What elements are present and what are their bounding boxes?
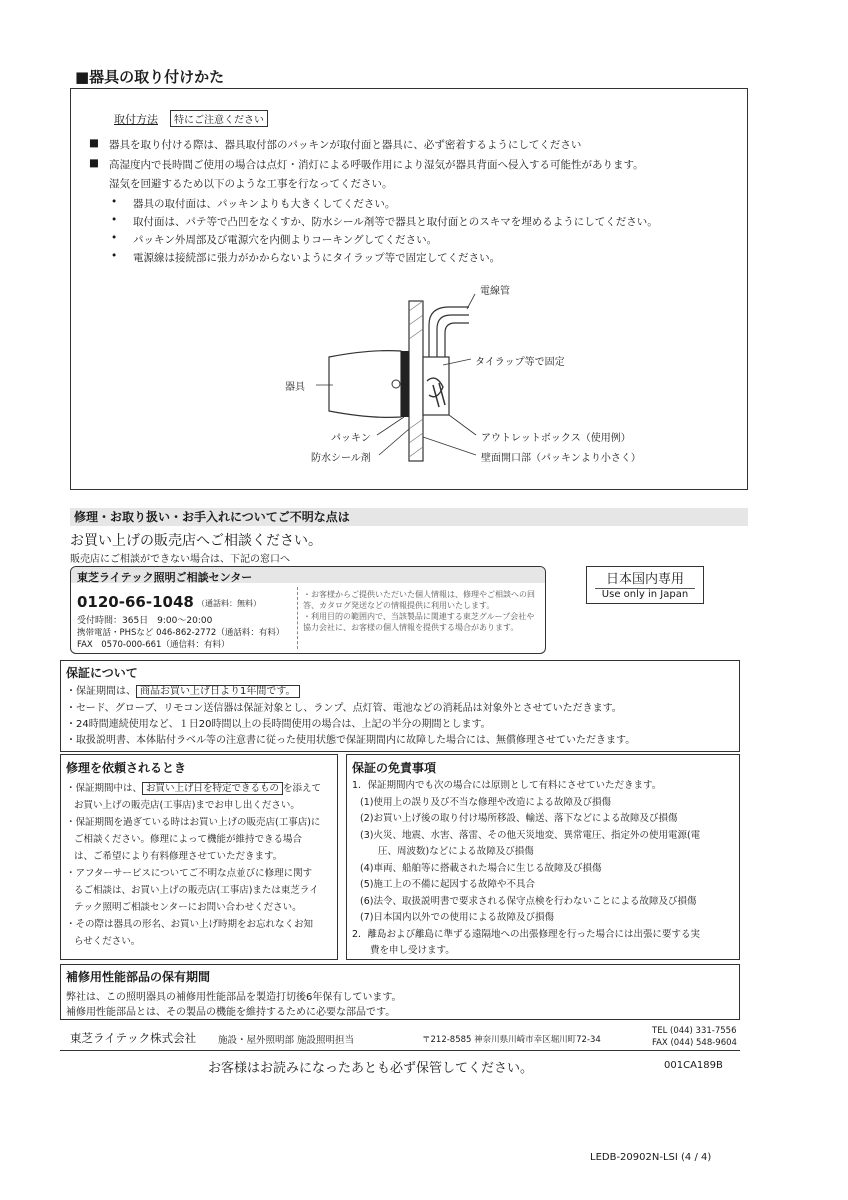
doc-number: LEDB-20902N-LSI (4 / 4) [590,1152,712,1163]
square-bullet-icon: ■ [89,157,99,169]
request-text: ・保証期間中は、 お買い上げ日を特定できるもの を添えて お買い上げの販売店(工事店)までお申し出ください。 ・保証期間を過ぎている時はお買い上げの販売店(工事店)に ご相談ください。修理によって機能が維持できる場合 は、ご希望により有料修理させていただきます。 ・アフターサービスについてご不明な点並びに修理に関す るご相談は、お買い上げの販売店(工事店)または東芝ライ テック照明ご相談センターにお問い合わせください。 ・その際は器具の形名、お買い上げ時期をお忘れなくお知 らせください。 [66,783,322,947]
label-tie: タイラップ等で固定 [475,357,565,368]
dot-bullet-icon: • [111,232,118,244]
dot-bullet-icon: • [111,250,118,262]
company-dept: 施設・屋外照明部 施設照明担当 [218,1035,355,1046]
install-subitem: 器具の取付面は、パッキンよりも大きくしてください。 [133,198,396,210]
parts-line: 弊社は、この照明器具の補修用性能部品を製造打切後6年保有しています。 [66,992,402,1003]
keep-notice: お客様はお読みになったあとも必ず保管してください。 [208,1061,534,1076]
domestic-jp: 日本国内専用 [605,572,684,587]
install-item: 高湿度内で長時間ご使用の場合は点灯・消灯による呼吸作用により湿気が器具背面へ侵入する可能性があります。 [109,159,644,171]
center-phone[interactable]: 0120-66-1048 [77,593,194,611]
repair-heading: 修理・お取り扱い・お手入れについてご不明な点は [70,508,748,526]
center-phone-note: （通話料：無料） [197,599,261,608]
label-packing: パッキン [331,433,371,444]
label-wall-opening: 壁面開口部（パッキンより小さく） [481,453,641,464]
dot-bullet-icon: • [111,196,118,208]
warranty-title: 保証について [66,666,138,680]
center-fax: FAX 0570-000-661（通信料：有料） [77,640,230,650]
install-item: 器具を取り付ける際は、器具取付部のパッキンが取付面と器具に、必ず密着するようにしてください [109,139,582,151]
domestic-badge [586,566,704,604]
warranty-line: ・取扱説明書、本体貼付ラベル等の注意書に従った使用状態で保証期間内に故障した場合には、無償修理させていただきます。 [66,735,636,746]
parts-box [60,964,740,1020]
parts-line: 補修用性能部品とは、その製品の機能を維持するために必要な部品です。 [66,1007,396,1018]
company-address: 〒212-8585 神奈川県川崎市幸区堀川町72-34 [422,1035,601,1045]
exemption-box [346,754,740,960]
install-subitem: 取付面は、パテ等で凸凹をなくすか、防水シール剤等で器具と取付面とのスキマを埋めるようにしてください。 [133,216,658,228]
install-sub-intro: 湿気を回避するため以下のような工事を行なってください。 [109,178,393,190]
warranty-box [60,660,740,752]
request-box [60,754,338,960]
center-hours: 受付時間：365日 9:00〜20:00 [77,616,213,626]
installation-diagram [71,89,747,489]
exemption-title: 保証の免責事項 [352,761,437,775]
center-privacy: ・お客様からご提供いただいた個人情報は、修理やご相談への回答、カタログ発送などの情報提供に利用いたします。 ・利用目的の範囲内で、当該製品に関連する東芝グループ会社や協力会社に、お客様の個人情報を提供する場合があります。 [303,590,535,632]
square-bullet-icon: ■ [89,137,99,149]
section-title: ■器具の取り付けかた [75,68,225,86]
install-box [70,88,748,490]
install-subitem: パッキン外周部及び電源穴を内側よりコーキングしてください。 [133,234,438,246]
print-code: 001CA189B [664,1060,723,1071]
label-outlet-box: アウトレットボックス（使用例） [481,433,631,444]
warranty-line: ・セード、グローブ、リモコン送信器は保証対象とし、ランプ、点灯管、電池などの消耗品は対象外とさせていただきます。 [66,703,622,714]
warranty-period: ・保証期間は、 商品お買い上げ日より1年間です。 [66,682,300,697]
label-conduit: 電線管 [480,286,510,297]
exemption-text: 1．保証期間内でも次の場合には原則として有料にさせていただきます。 (1)使用上の誤り及び不当な修理や改造による故障及び損傷 (2)お買い上げ後の取り付け場所移設、輸送、落下などによる故障及び損傷 (3)火災、地震、水害、落雷、その他天災地変、異常電圧、指定外の使用電源(電 圧、周波数)などによる故障及び損傷 (4)車両、船舶等に搭載された場合に生じる故障及び損傷 (5)施工上の不備に起因する故障や不具合 (6)法令、取扱説明書で要求される保守点検を行わないことによる故障及び損傷 (7)日本国内以外での使用による故障及び損傷 2．離島および離島に準ずる遠隔地への出張修理を行った場合には出張に要する実 費を申し受けます。 [352,780,701,956]
company-fax: FAX (044) 548-9604 [652,1038,737,1048]
company-tel: TEL (044) 331-7556 [652,1026,737,1036]
method-note: 特にご注意ください [170,110,268,127]
warranty-line: ・24時間連続使用など、１日20時間以上の長時間使用の場合は、上記の半分の期間とします。 [66,719,491,730]
center-mobile: 携帯電話・PHSなど 046-862-2772（通話料：有料） [77,628,285,638]
center-box [70,566,546,654]
method-label: 取付方法 [114,113,158,126]
label-sealant: 防水シール剤 [311,453,371,464]
parts-title: 補修用性能部品の保有期間 [66,970,211,984]
center-name: 東芝ライテック照明ご相談センター [77,571,253,584]
company-name: 東芝ライテック株式会社 [70,1031,197,1045]
request-title: 修理を依頼されるとき [66,761,187,775]
footer-rule [60,1050,740,1051]
dot-bullet-icon: • [111,214,118,226]
domestic-en: Use only in Japan [595,588,695,600]
install-subitem: 電源線は接続部に張力がかからないようにタイラップ等で固定してください。 [133,252,501,264]
label-fixture: 器具 [285,382,305,393]
repair-main: お買い上げの販売店へご相談ください。 [70,533,322,549]
repair-sub: 販売店にご相談ができない場合は、下記の窓口へ [70,554,290,565]
